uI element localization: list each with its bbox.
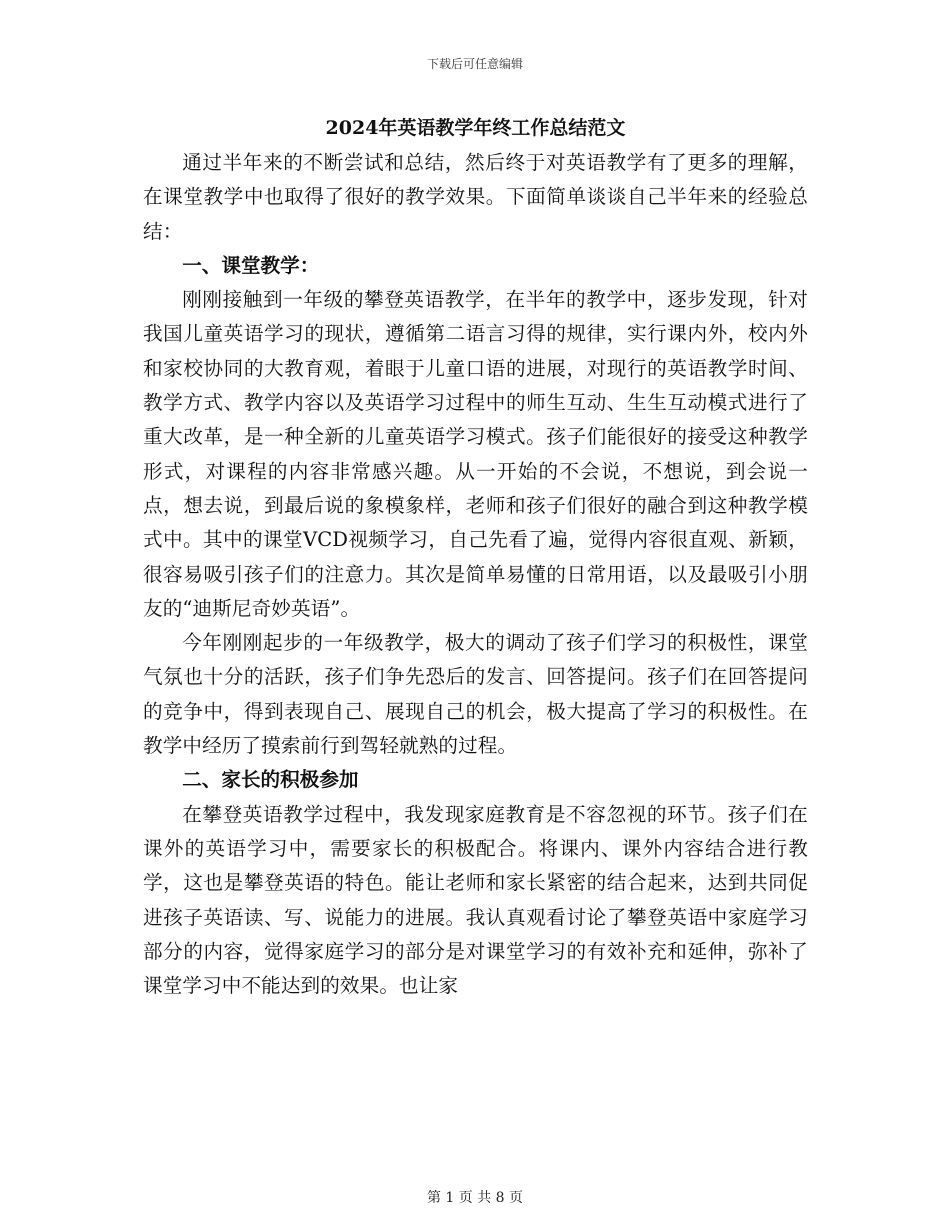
section-paragraph: 今年刚刚起步的一年级教学，极大的调动了孩子们学习的积极性，课堂气氛也十分的活跃，孩子们争先恐后的发言、回答提问。孩子们在回答提问的竞争中，得到表现自己、展现自己的机会，极大提高了学习的积极性。在教学中经历了摸索前行到驾轻就熟的过程。 [143, 631, 808, 758]
section-heading-classroom: 一、课堂教学： [182, 253, 320, 277]
document-body [143, 110, 808, 1003]
page-footer-number: 第 1 页 共 8 页 [426, 1190, 524, 1206]
section-heading-parents: 二、家长的积极参加 [182, 768, 359, 792]
section-paragraph: 在攀登英语教学过程中，我发现家庭教育是不容忽视的环节。孩子们在课外的英语学习中，需要家长的积极配合。将课内、课外内容结合进行教学，这也是攀登英语的特色。能让老师和家长紧密的结合起来，达到共同促进孩子英语读、写、说能力的进展。我认真观看讨论了攀登英语中家庭学习部分的内容，觉得家庭学习的部分是对课堂学习的有效补充和延伸，弥补了课堂学习中不能达到的效果。也让家 [143, 802, 808, 998]
page-header-note: 下载后可任意编辑 [426, 57, 523, 71]
intro-paragraph: 通过半年来的不断尝试和总结，然后终于对英语教学有了更多的理解，在课堂教学中也取得了很好的教学效果。下面简单谈谈自己半年来的经验总结： [143, 151, 808, 243]
section-paragraph: 刚刚接触到一年级的攀登英语教学，在半年的教学中，逐步发现，针对我国儿童英语学习的现状，遵循第二语言习得的规律，实行课内外，校内外和家校协同的大教育观，着眼于儿童口语的进展，对现行的英语教学时间、教学方式、教学内容以及英语学习过程中的师生互动、生生互动模式进行了重大改革，是一种全新的儿童英语学习模式。孩子们能很好的接受这种教学形式，对课程的内容非常感兴趣。从一开始的不会说，不想说，到会说一点，想去说，到最后说的象模象样，老师和孩子们很好的融合到这种教学模式中。其中的课堂VCD视频学习，自己先看了遍，觉得内容很直观、新颖，很容易吸引孩子们的注意力。其次是简单易懂的日常用语，以及最吸引小朋友的“迪斯尼奇妙英语”。 [143, 288, 808, 620]
document-title: 2024年英语教学年终工作总结范文 [325, 117, 626, 139]
